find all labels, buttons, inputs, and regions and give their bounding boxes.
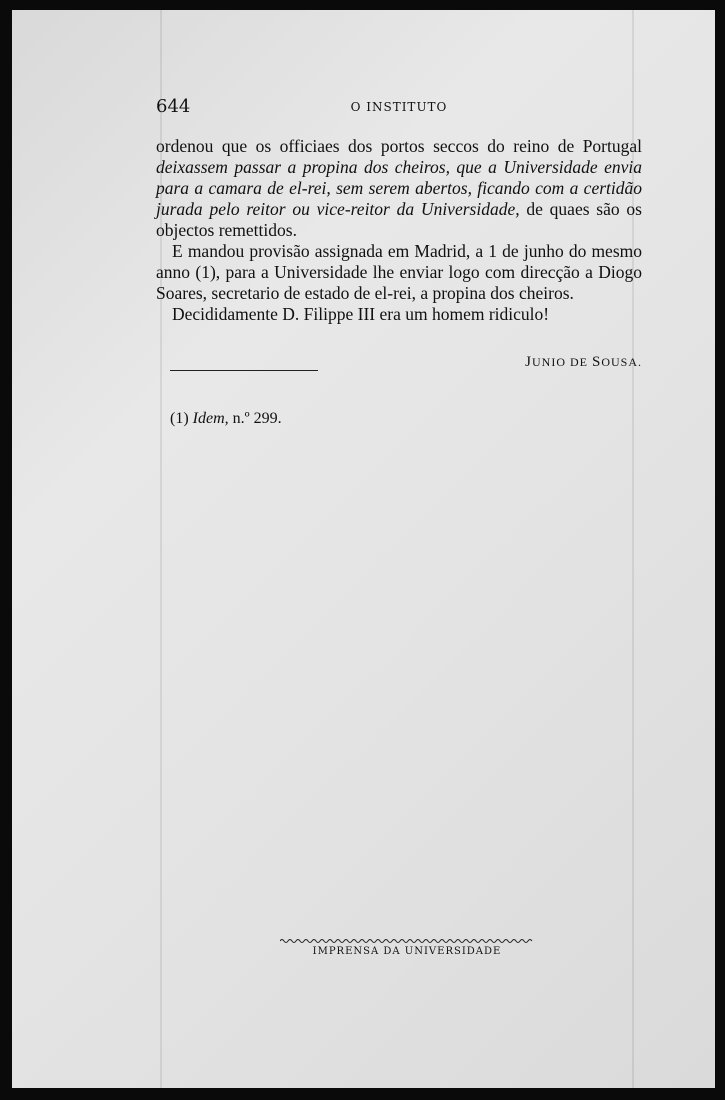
footnote: [170, 410, 282, 428]
signature-rest-1: UNIO DE: [531, 355, 592, 369]
paragraph-1-start: ordenou que os officiaes dos portos seccos do reino de Portugal: [156, 136, 642, 156]
running-head: [156, 96, 642, 118]
paragraph-3: Decididamente D. Filippe III era um homem ridiculo!: [172, 304, 550, 324]
body-text: [156, 136, 642, 325]
imprint: IMPRENSA DA UNIVERSIDADE: [312, 946, 502, 957]
paragraph-1-italic: deixassem passar a propina dos cheiros, que a Universidade envia para a camara de el-rei, sem serem abertos, ficando com a certidão jurada pelo reitor ou vice-reitor da Universidade,: [156, 157, 642, 219]
page-number: 644: [156, 96, 191, 117]
signature-initial-1: J: [525, 354, 532, 370]
show-through-bleed: [162, 330, 702, 770]
signature-rest-2: OUSA.: [601, 355, 642, 369]
ornamental-wavy-rule: [280, 938, 534, 944]
paragraph-1: [156, 136, 642, 241]
page: [12, 10, 715, 1088]
author-signature: [452, 354, 642, 371]
journal-title: O INSTITUTO: [350, 100, 448, 114]
footnote-rule: [170, 370, 318, 371]
paragraph-1-end: de quaes são os objectos remettidos.: [156, 199, 642, 240]
footnote-marker: (1): [170, 410, 193, 427]
footnote-text: n.º 299.: [228, 410, 282, 427]
paragraph-2: E mandou provisão assignada em Madrid, a 1 de junho do mesmo anno (1), para a Universidade lhe enviar logo com direcção a Diogo Soares, secretario de estado de el-rei, a propina dos cheiros.: [156, 241, 642, 303]
footnote-italic: Idem,: [192, 410, 229, 427]
signature-initial-2: S: [591, 354, 602, 370]
